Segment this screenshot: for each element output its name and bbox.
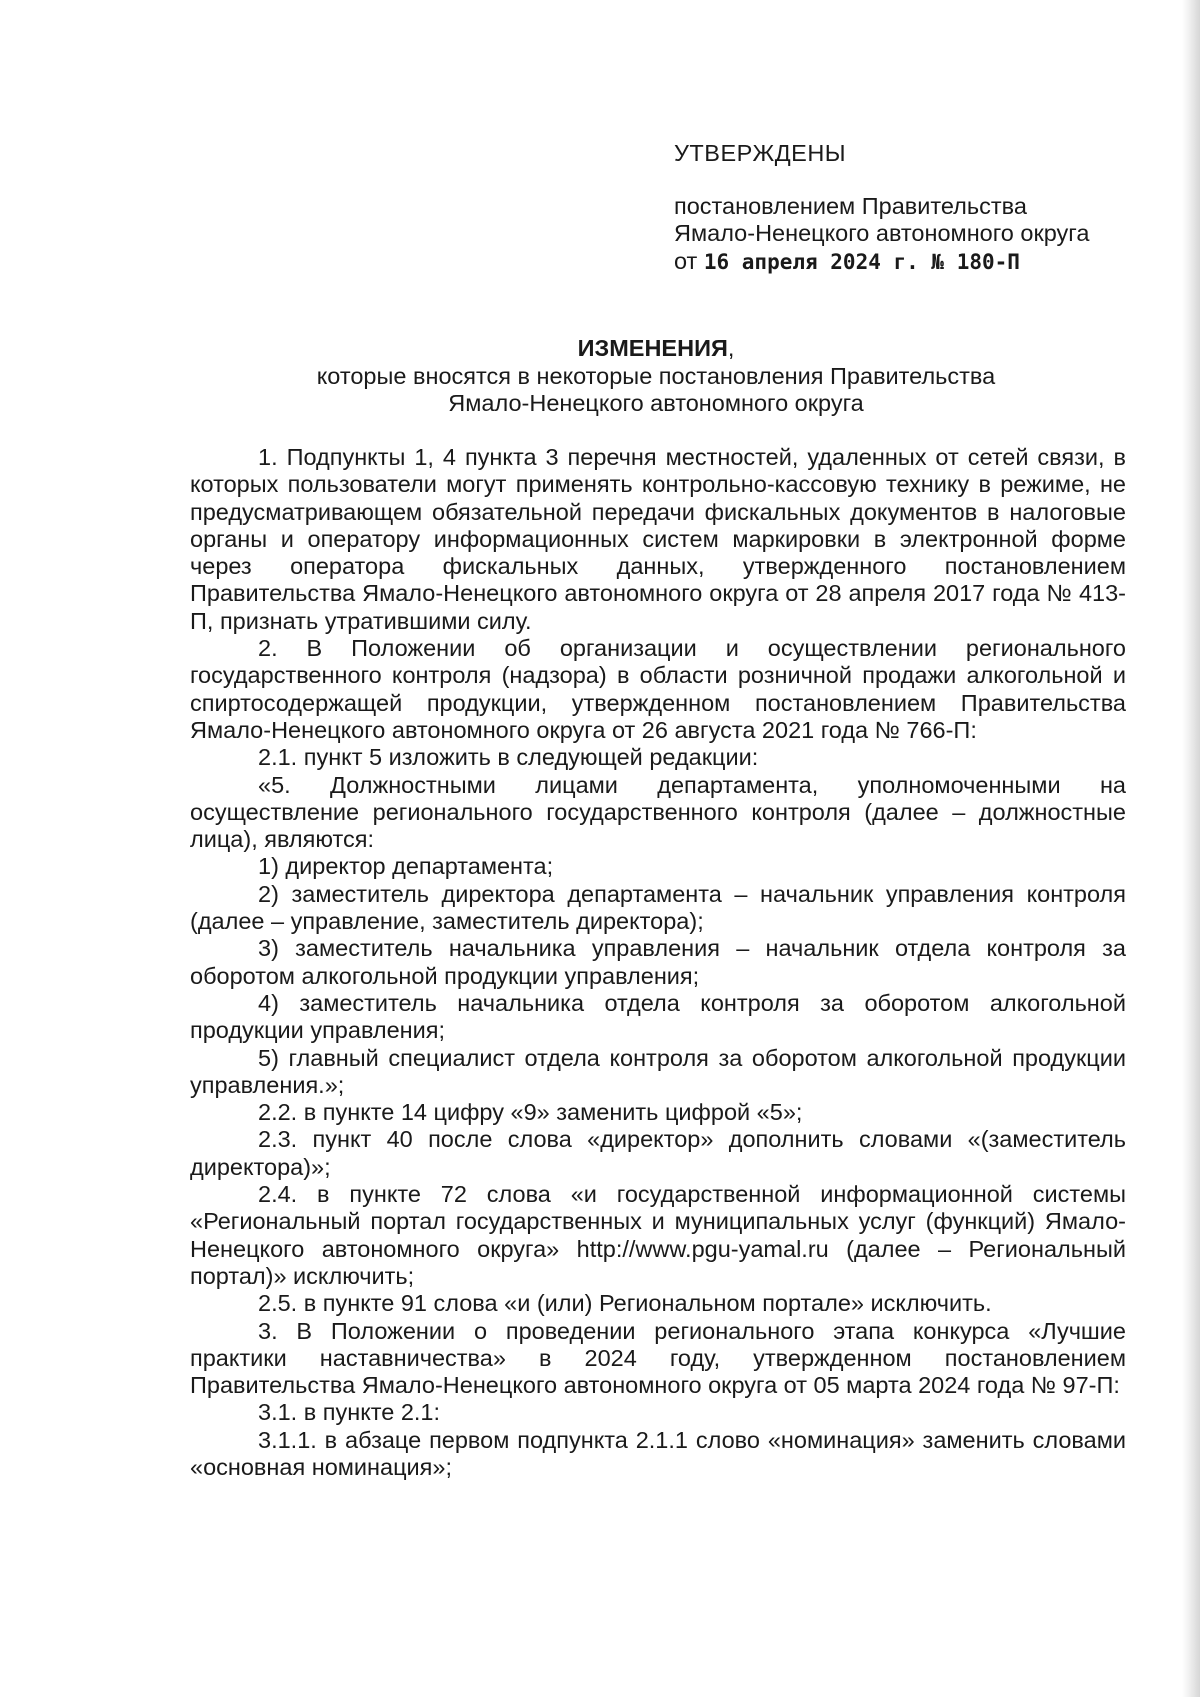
paragraph-2-3: 2.3. пункт 40 после слова «директор» дополнить словами «(заместитель директора)»; (190, 1126, 1126, 1180)
document-body (190, 444, 1126, 1481)
paragraph-3: 3. В Положении о проведении регионального этапа конкурса «Лучшие практики наставничества» в 2024 году, утвержденном постановлением Правительства Ямало-Ненецкого автономного округа от 05 марта 2024 года № 97-П: (190, 1317, 1126, 1399)
approval-line-2: Ямало-Ненецкого автономного округа (674, 220, 1090, 246)
list-item-3: 3) заместитель начальника управления – начальник отдела контроля за оборотом алкогольной продукции управления; (190, 935, 1126, 989)
approval-block (674, 140, 1144, 276)
paragraph-3-1: 3.1. в пункте 2.1: (258, 1399, 441, 1426)
page-edge-shadow (1182, 0, 1200, 1697)
paragraph-2: 2. В Положении об организации и осуществлении регионального государственного контроля (надзора) в области розничной продажи алкогольной и спиртосодержащей продукции, утвержденном постановлением Правительства Ямало-Ненецкого автономного округа от 26 августа 2021 года № 766-П: (190, 635, 1126, 743)
approval-number: 16 апреля 2024 г. № 180-П (703, 249, 1020, 274)
title-comma: , (727, 335, 735, 361)
list-item-5: 5) главный специалист отдела контроля за оборотом алкогольной продукции управления.»; (190, 1044, 1126, 1098)
list-item-4: 4) заместитель начальника отдела контроля за оборотом алкогольной продукции управления; (190, 989, 1126, 1044)
paragraph-quoted-5: «5. Должностными лицами департамента, уполномоченными на осуществление регионального государственного контроля (далее – должностные лица), являются: (190, 771, 1126, 853)
heading-subtitle-line-1: которые вносятся в некоторые постановления Правительства (316, 362, 996, 389)
paragraph-2-1: 2.1. пункт 5 изложить в следующей редакции: (258, 744, 759, 771)
document-title: ИЗМЕНЕНИЯ (577, 335, 728, 361)
list-item-2: 2) заместитель директора департамента – начальник управления контроля (далее – управление, заместитель директора); (190, 880, 1126, 935)
paragraph-2-5: 2.5. в пункте 91 слова «и (или) Региональном портале» исключить. (258, 1290, 992, 1317)
approval-date-number (674, 248, 1144, 277)
document-heading (190, 335, 1122, 418)
approval-from: от (674, 247, 698, 274)
paragraph-2-2: 2.2. в пункте 14 цифру «9» заменить цифрой «5»; (258, 1099, 803, 1126)
list-item-1: 1) директор департамента; (258, 853, 554, 880)
approval-stamp-label: УТВЕРЖДЕНЫ (674, 140, 847, 166)
paragraph-3-1-1: 3.1.1. в абзаце первом подпункта 2.1.1 слово «номинация» заменить словами «основная номинация»; (190, 1426, 1126, 1480)
paragraph-2-4: 2.4. в пункте 72 слова «и государственной информационной системы «Региональный портал государственных и муниципальных услуг (функций) Ямало-Ненецкого автономного округа» http://www.pgu-yamal.ru (далее – Региональный портал)» исключить; (190, 1181, 1126, 1289)
approval-line-1: постановлением Правительства (674, 192, 1027, 219)
heading-subtitle-line-2: Ямало-Ненецкого автономного округа (448, 390, 864, 416)
paragraph-1: 1. Подпункты 1, 4 пункта 3 перечня местностей, удаленных от сетей связи, в которых пользователи могут применять контрольно-кассовую технику в режиме, не предусматривающем обязательной передачи фискальных документов в налоговые органы и оператору информационных систем маркировки в электронной форме через оператора фискальных данных, утвержденного постановлением Правительства Ямало-Ненецкого автономного округа от 28 апреля 2017 года № 413-П, признать утратившими силу. (190, 444, 1126, 634)
